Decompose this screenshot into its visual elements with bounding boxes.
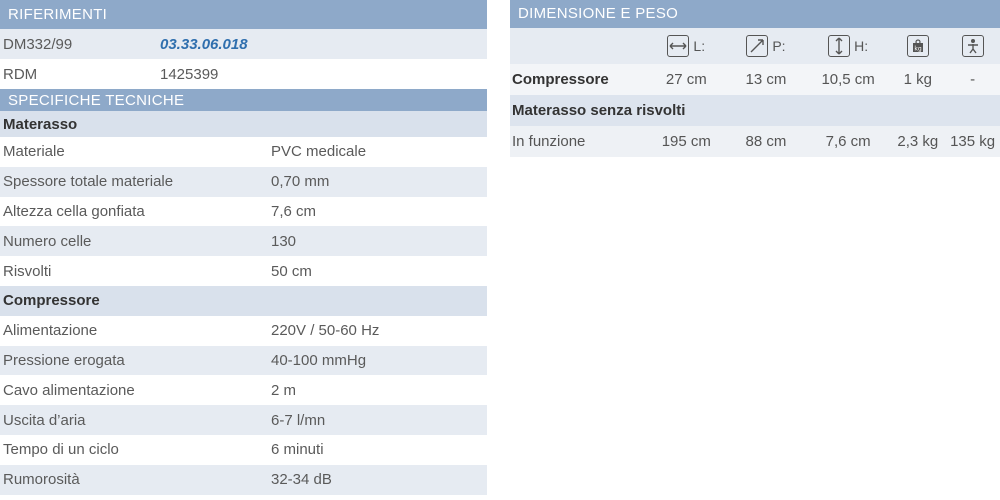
spec-value: 220V / 50-60 Hz bbox=[271, 322, 380, 340]
spec-label: Tempo di un ciclo bbox=[3, 441, 119, 459]
spec-value: 0,70 mm bbox=[271, 173, 330, 191]
mattress-row bbox=[510, 126, 1000, 157]
section-title: Materasso senza risvolti bbox=[512, 102, 686, 119]
column-label-length: L: bbox=[693, 38, 706, 54]
reference-value: 1425399 bbox=[160, 65, 219, 83]
left-panel bbox=[0, 0, 487, 495]
spec-label: Risvolti bbox=[3, 262, 52, 280]
compressor-row bbox=[510, 64, 1000, 95]
reference-label: RDM bbox=[3, 65, 38, 83]
spec-value: 50 cm bbox=[271, 262, 312, 280]
spec-label: Spessore totale materiale bbox=[3, 173, 174, 191]
depth-arrow-icon bbox=[746, 35, 768, 57]
reference-label: DM332/99 bbox=[3, 35, 73, 53]
spec-value: PVC medicale bbox=[271, 143, 367, 161]
spec-row bbox=[0, 256, 487, 286]
reference-value: 03.33.06.018 bbox=[160, 35, 248, 53]
value-depth: 88 cm bbox=[745, 133, 787, 150]
spec-value: 6-7 l/mn bbox=[271, 411, 326, 429]
references-header: RIFERIMENTI bbox=[0, 0, 487, 29]
weight-icon bbox=[907, 35, 929, 57]
column-label-height: H: bbox=[854, 38, 869, 54]
reference-row-dm bbox=[0, 29, 487, 59]
value-depth: 13 cm bbox=[745, 71, 787, 88]
spec-row bbox=[0, 405, 487, 435]
value-length: 27 cm bbox=[665, 71, 707, 88]
mattress-section-title bbox=[510, 95, 1000, 126]
section-title: Compressore bbox=[3, 292, 100, 310]
spec-value: 7,6 cm bbox=[271, 202, 317, 220]
spec-label: Alimentazione bbox=[3, 322, 98, 340]
height-arrows-icon bbox=[828, 35, 850, 57]
row-label: Compressore bbox=[512, 71, 609, 88]
spec-value: 130 bbox=[271, 232, 297, 250]
specs-header: SPECIFICHE TECNICHE bbox=[0, 89, 487, 111]
spec-row bbox=[0, 435, 487, 465]
value-max-weight: 135 kg bbox=[950, 133, 996, 150]
svg-text:kg: kg bbox=[914, 45, 922, 53]
spec-row bbox=[0, 346, 487, 376]
section-title-materasso bbox=[0, 111, 487, 137]
value-weight: 1 kg bbox=[903, 71, 933, 88]
dimensions-header: DIMENSIONE E PESO bbox=[510, 0, 1000, 28]
spec-label: Rumorosità bbox=[3, 471, 80, 489]
width-arrows-icon bbox=[667, 35, 689, 57]
spec-label: Pressione erogata bbox=[3, 351, 125, 369]
max-user-weight-icon bbox=[962, 35, 984, 57]
spec-row bbox=[0, 226, 487, 256]
spec-value: 6 minuti bbox=[271, 441, 324, 459]
value-length: 195 cm bbox=[661, 133, 711, 150]
value-height: 7,6 cm bbox=[825, 133, 871, 150]
spec-row bbox=[0, 137, 487, 167]
spec-label: Altezza cella gonfiata bbox=[3, 202, 145, 220]
spec-value: 2 m bbox=[271, 381, 297, 399]
value-weight: 2,3 kg bbox=[897, 133, 939, 150]
right-panel bbox=[510, 0, 1000, 157]
spec-row bbox=[0, 375, 487, 405]
spec-value: 40-100 mmHg bbox=[271, 351, 367, 369]
spec-row bbox=[0, 465, 487, 495]
dimension-icons-row bbox=[510, 28, 1000, 64]
spec-value: 32-34 dB bbox=[271, 471, 332, 489]
spec-row bbox=[0, 167, 487, 197]
column-label-depth: P: bbox=[772, 38, 786, 54]
section-title: Materasso bbox=[3, 115, 78, 133]
reference-row-rdm bbox=[0, 59, 487, 89]
spec-row bbox=[0, 197, 487, 227]
row-label: In funzione bbox=[512, 133, 586, 150]
section-title-compressore bbox=[0, 286, 487, 316]
value-max-weight: - bbox=[970, 71, 976, 88]
spec-label: Cavo alimentazione bbox=[3, 381, 135, 399]
spec-label: Uscita d’aria bbox=[3, 411, 86, 429]
spec-label: Numero celle bbox=[3, 232, 92, 250]
value-height: 10,5 cm bbox=[821, 71, 875, 88]
spec-row bbox=[0, 316, 487, 346]
spec-label: Materiale bbox=[3, 143, 65, 161]
